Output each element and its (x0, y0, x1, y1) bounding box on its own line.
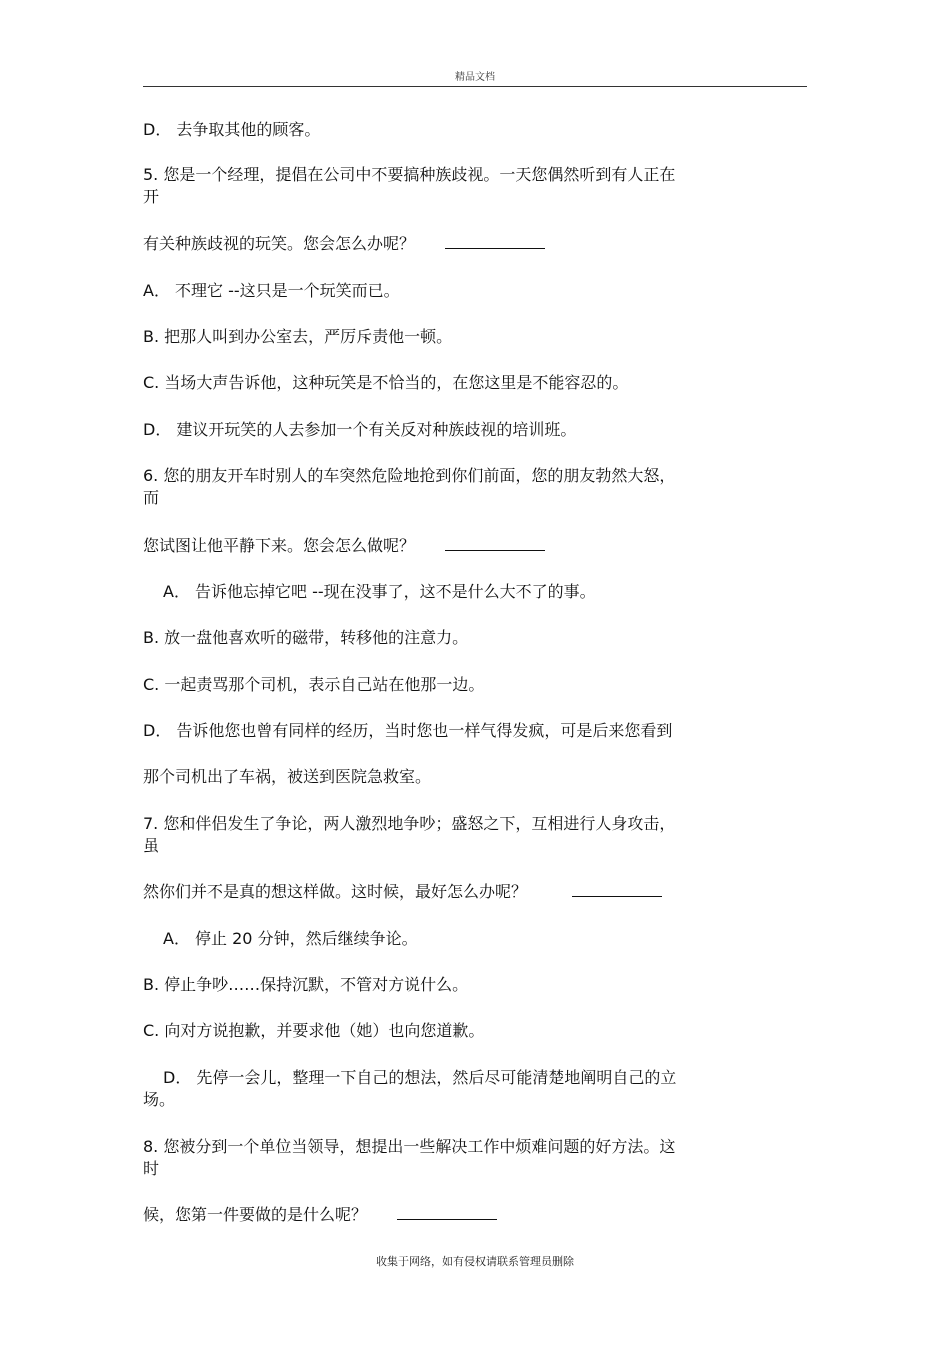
option-a-q7: A． 停止 20 分钟，然后继续争论。 (163, 929, 418, 948)
question-5-wrap: 开 (143, 187, 160, 206)
option-c-q5: C. 当场大声告诉他，这种玩笑是不恰当的，在您这里是不能容忍的。 (143, 373, 629, 392)
page-footer: 收集于网络，如有侵权请联系管理员删除 (376, 1255, 574, 1268)
option-d-q5: D． 建议开玩笑的人去参加一个有关反对种族歧视的培训班。 (143, 420, 577, 439)
option-d-q6: D． 告诉他您也曾有同样的经历，当时您也一样气得发疯，可是后来您看到 (143, 721, 673, 740)
question-6-cont (143, 536, 545, 556)
option-d-q4: D． 去争取其他的顾客。 (143, 120, 321, 139)
option-c-q6: C. 一起责骂那个司机，表示自己站在他那一边。 (143, 675, 485, 694)
question-8: 8. 您被分到一个单位当领导，想提出一些解决工作中烦难问题的好方法。这 (143, 1137, 676, 1156)
option-d-q7-wrap: 场。 (143, 1090, 176, 1109)
answer-blank-7[interactable] (572, 882, 662, 897)
answer-blank-6[interactable] (445, 536, 545, 551)
question-7: 7. 您和伴侣发生了争论，两人激烈地争吵；盛怒之下，互相进行人身攻击， (143, 814, 676, 833)
question-8-cont (143, 1205, 497, 1225)
question-5-cont-text: 有关种族歧视的玩笑。您会怎么办呢？ (143, 234, 416, 253)
option-b-q6: B. 放一盘他喜欢听的磁带，转移他的注意力。 (143, 628, 469, 647)
option-b-q7: B. 停止争吵……保持沉默，不管对方说什么。 (143, 975, 469, 994)
question-6: 6. 您的朋友开车时别人的车突然危险地抢到你们前面，您的朋友勃然大怒， (143, 466, 676, 485)
header-rule (143, 86, 807, 87)
question-7-cont (143, 882, 662, 902)
question-7-wrap: 虽 (143, 836, 160, 855)
question-8-cont-text: 候，您第一件要做的是什么呢？ (143, 1205, 368, 1224)
answer-blank-8[interactable] (397, 1205, 497, 1220)
page-header: 精品文档 (455, 72, 495, 83)
question-5-cont (143, 234, 545, 254)
option-d-q6-wrap: 那个司机出了车祸，被送到医院急救室。 (143, 767, 432, 786)
question-5: 5. 您是一个经理，提倡在公司中不要搞种族歧视。一天您偶然听到有人正在 (143, 165, 676, 184)
option-c-q7: C. 向对方说抱歉，并要求他（她）也向您道歉。 (143, 1021, 485, 1040)
question-6-wrap: 而 (143, 488, 160, 507)
option-b-q5: B. 把那人叫到办公室去，严厉斥责他一顿。 (143, 327, 453, 346)
option-a-q6: A． 告诉他忘掉它吧 --现在没事了，这不是什么大不了的事。 (163, 582, 596, 601)
question-8-wrap: 时 (143, 1159, 160, 1178)
option-a-q5: A． 不理它 --这只是一个玩笑而已。 (143, 281, 400, 300)
question-6-cont-text: 您试图让他平静下来。您会怎么做呢？ (143, 536, 416, 555)
question-7-cont-text: 然你们并不是真的想这样做。这时候，最好怎么办呢？ (143, 882, 528, 901)
option-d-q7: D． 先停一会儿，整理一下自己的想法，然后尽可能清楚地阐明自己的立 (163, 1068, 677, 1087)
answer-blank-5[interactable] (445, 234, 545, 249)
